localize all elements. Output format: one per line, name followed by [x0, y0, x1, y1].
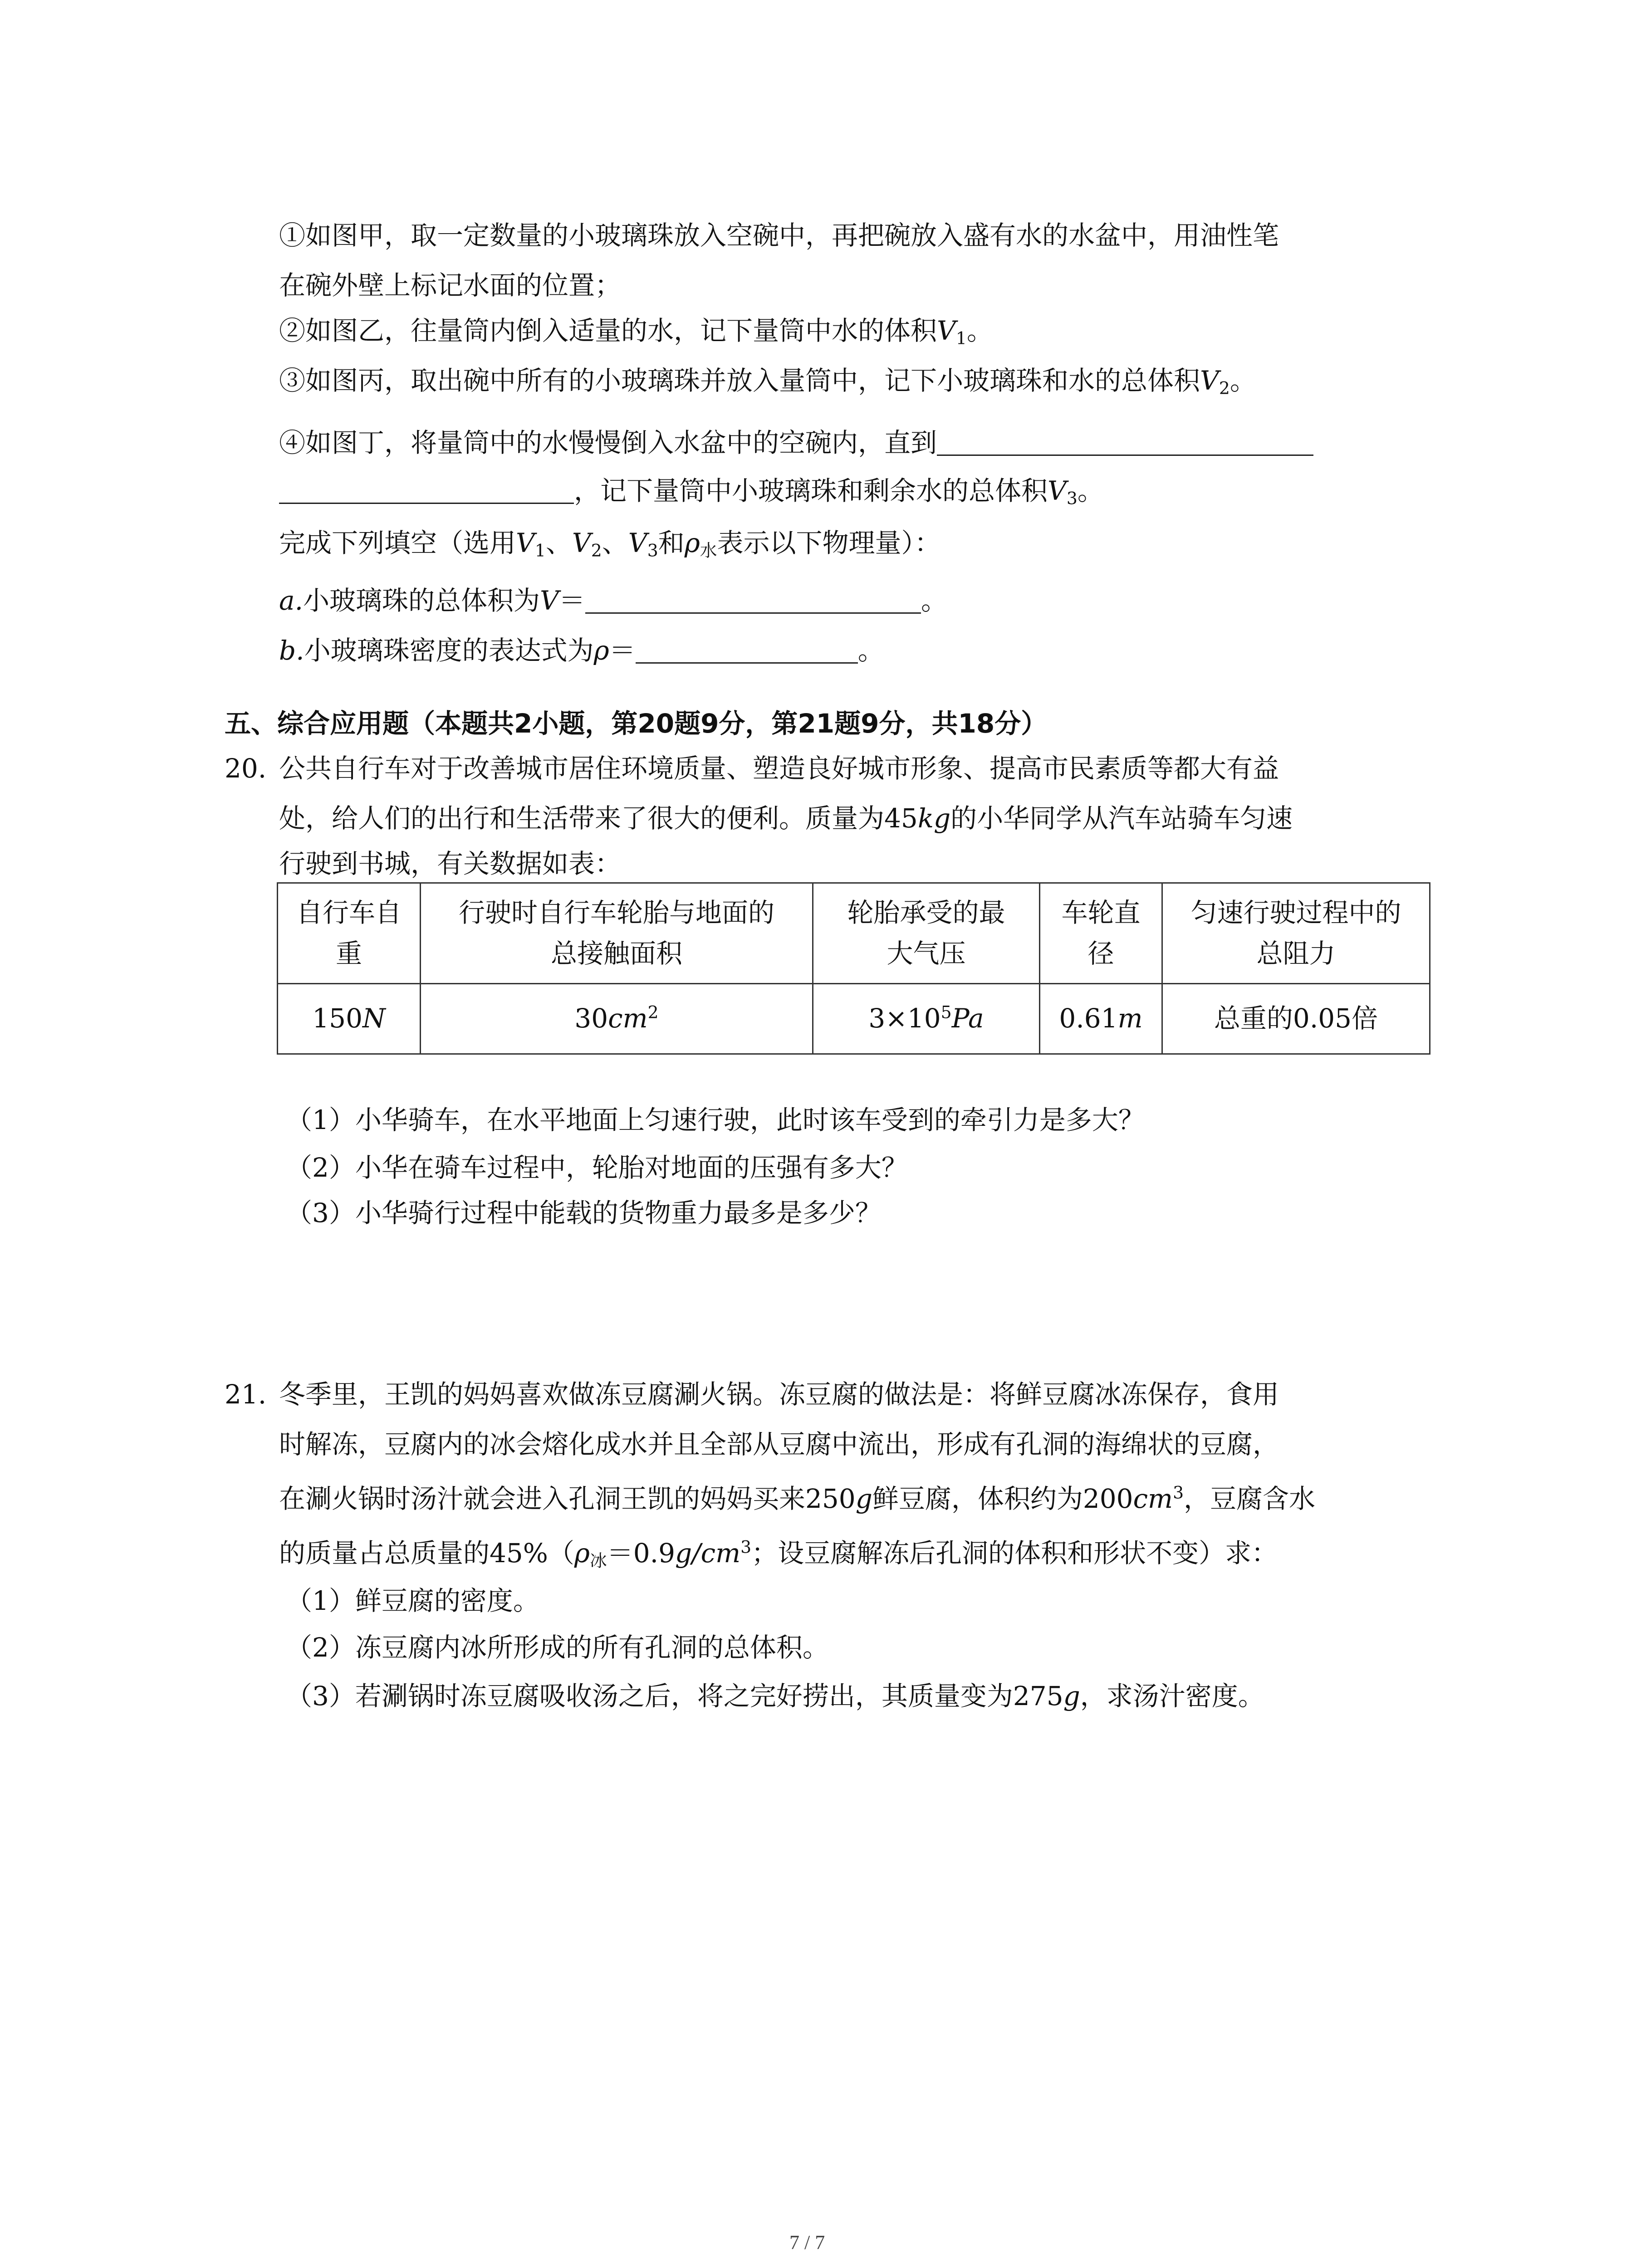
step-4-line-2: ，记下量筒中小玻璃珠和剩余水的总体积$V_3$。 — [279, 475, 1104, 504]
q21-part-2: （2）冻豆腐内冰所形成的所有孔洞的总体积。 — [286, 1632, 829, 1663]
q21-part-1: （1）鲜豆腐的密度。 — [286, 1585, 539, 1616]
bicycle-data-table — [277, 882, 1430, 1055]
step-1-line-2: 在碗外壁上标记水面的位置； — [279, 270, 622, 301]
q21-number: 21. — [225, 1379, 267, 1410]
value-wheel-diameter: 0.61m — [1040, 984, 1162, 1054]
q21-line-4: 的质量占总质量的$45\%(\rho_冰=0.9g/cm^3$；设豆腐解冻后孔洞的体积和形状不变）求： — [279, 1537, 1278, 1571]
answer-blank-step4-a[interactable] — [937, 427, 1313, 456]
q21-line-3: 在涮火锅时汤汁就会进入孔洞王凯的妈妈买来250g鲜豆腐，体积约为$200cm^3$，豆腐含水 — [279, 1482, 1316, 1514]
value-max-pressure: $3\times 10^5Pa$ — [813, 984, 1040, 1054]
q20-part-2: （2）小华在骑车过程中，轮胎对地面的压强有多大？ — [286, 1152, 908, 1183]
header-total-resistance: 匀速行驶过程中的 总阻力 — [1162, 883, 1430, 984]
q20-number: 20. — [225, 753, 267, 784]
fill-item-a: a.小玻璃珠的总体积为V＝ 。 — [279, 585, 947, 616]
header-wheel-diameter: 车轮直 径 — [1040, 883, 1162, 984]
table-header-row — [278, 883, 1430, 984]
answer-blank-step4-b[interactable] — [279, 475, 574, 504]
page-number: 7 / 7 — [789, 2231, 825, 2253]
answer-blank-a[interactable] — [585, 585, 921, 614]
q21-part-3: （3）若涮锅时冻豆腐吸收汤之后，将之完好捞出，其质量变为275g，求汤汁密度。 — [286, 1681, 1264, 1711]
q20-line-3: 行驶到书城，有关数据如表： — [279, 848, 622, 879]
q20-line-1: 公共自行车对于改善城市居住环境质量、塑造良好城市形象、提高市民素质等都大有益 — [279, 753, 1279, 784]
header-bike-weight: 自行车自 重 — [278, 883, 421, 984]
q21-line-2: 时解冻，豆腐内的冰会熔化成水并且全部从豆腐中流出，形成有孔洞的海绵状的豆腐， — [279, 1429, 1279, 1460]
fill-item-b: b.小玻璃珠密度的表达式为ρ＝ 。 — [279, 635, 884, 666]
header-max-pressure: 轮胎承受的最 大气压 — [813, 883, 1040, 984]
value-contact-area: $30cm^2$ — [421, 984, 813, 1054]
step-2-line: ②如图乙，往量筒内倒入适量的水，记下量筒中水的体积$V_1$。 — [279, 315, 993, 348]
q20-line-2: 处，给人们的出行和生活带来了很大的便利。质量为45kg的小华同学从汽车站骑车匀速 — [279, 803, 1293, 834]
answer-blank-b[interactable] — [636, 635, 858, 664]
value-total-resistance: 总重的0.05倍 — [1162, 984, 1430, 1054]
q20-part-3: （3）小华骑行过程中能载的货物重力最多是多少？ — [286, 1198, 882, 1228]
fill-intro: 完成下列填空（选用$V_1$、$V_2$、$V_3$和$\rho_水$表示以下物理量）： — [279, 528, 941, 561]
table-value-row — [278, 984, 1430, 1054]
header-contact-area: 行驶时自行车轮胎与地面的 总接触面积 — [421, 883, 813, 984]
step-3-line: ③如图丙，取出碗中所有的小玻璃珠并放入量筒中，记下小玻璃珠和水的总体积$V_2$。 — [279, 365, 1256, 398]
q21-line-1: 冬季里，王凯的妈妈喜欢做冻豆腐涮火锅。冻豆腐的做法是：将鲜豆腐冰冻保存，食用 — [279, 1379, 1279, 1410]
value-bike-weight: 150N — [278, 984, 421, 1054]
step-1-line-1: ①如图甲，取一定数量的小玻璃珠放入空碗中，再把碗放入盛有水的水盆中，用油性笔 — [279, 220, 1279, 251]
q20-part-1: （1）小华骑车，在水平地面上匀速行驶，此时该车受到的牵引力是多大？ — [286, 1105, 1145, 1135]
section-5-heading: 五、综合应用题（本题共2小题，第20题9分，第21题9分，共18分） — [225, 708, 1048, 739]
step-4-line-1: ④如图丁，将量筒中的水慢慢倒入水盆中的空碗内，直到 — [279, 427, 1313, 456]
